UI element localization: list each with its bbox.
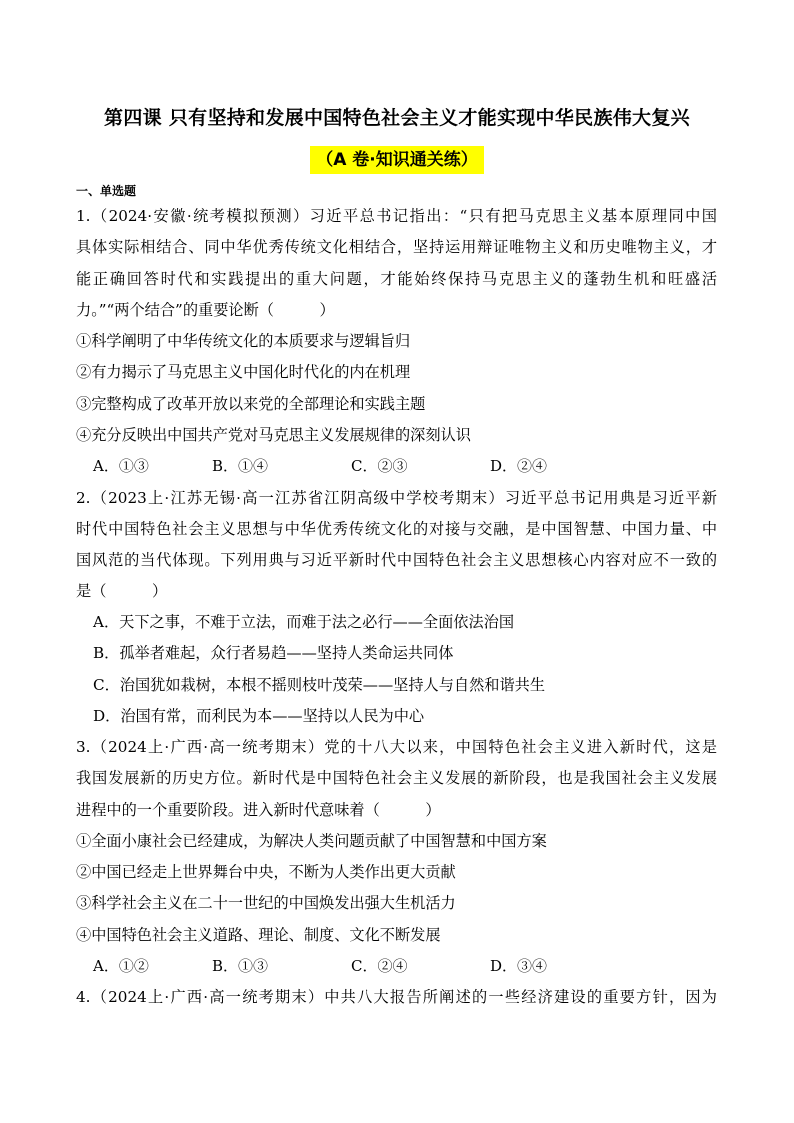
page-title: 第四课 只有坚持和发展中国特色社会主义才能实现中华民族伟大复兴	[104, 107, 690, 129]
q1-item-3: ③完整构成了改革开放以来党的全部理论和实践主题	[76, 395, 426, 413]
q1-item-2: ②有力揭示了马克思主义中国化时代化的内在机理	[76, 363, 411, 381]
q1-stem-line-1: 1.（2024·安徽·统考模拟预测）习近平总书记指出：“只有把马克思主义基本原理同中国	[76, 207, 717, 225]
q2-option-d[interactable]: D．治国有常，而利民为本——坚持以人民为中心	[93, 707, 425, 725]
q3-option-c[interactable]: C．②④	[351, 957, 408, 975]
q1-option-a[interactable]: A．①③	[93, 457, 149, 475]
q1-item-4: ④充分反映出中国共产党对马克思主义发展规律的深刻认识	[76, 426, 471, 444]
q3-option-b[interactable]: B．①③	[212, 957, 269, 975]
q1-option-c[interactable]: C．②③	[351, 457, 408, 475]
q2-stem-line-2: 时代中国特色社会主义思想与中华优秀传统文化的对接与交融，是中国智慧、中国力量、中	[76, 520, 717, 538]
section-heading: 一、单选题	[76, 184, 137, 198]
q1-stem-line-4: 力。”“两个结合”的重要论断（ ）	[76, 301, 335, 319]
q2-stem-line-4: 是（ ）	[76, 582, 168, 600]
q2-stem-line-3: 国风范的当代体现。下列用典与习近平新时代中国特色社会主义思想核心内容对应不一致的	[76, 551, 717, 569]
q3-item-1: ①全面小康社会已经建成，为解决人类问题贡献了中国智慧和中国方案	[76, 832, 547, 850]
q2-option-c[interactable]: C．治国犹如栽树，本根不摇则枝叶茂荣——坚持人与自然和谐共生	[93, 676, 546, 694]
q1-option-b[interactable]: B．①④	[212, 457, 269, 475]
q3-option-a[interactable]: A．①②	[93, 957, 149, 975]
q3-stem-line-3: 进程中的一个重要阶段。进入新时代意味着（ ）	[76, 801, 441, 819]
q1-option-d[interactable]: D．②④	[490, 457, 548, 475]
q3-item-2: ②中国已经走上世界舞台中央，不断为人类作出更大贡献	[76, 863, 456, 881]
q3-stem-line-1: 3.（2024上·广西·高一统考期末）党的十八大以来，中国特色社会主义进入新时代，这是	[76, 738, 717, 756]
q3-item-4: ④中国特色社会主义道路、理论、制度、文化不断发展	[76, 926, 441, 944]
page-subtitle: （A 卷·知识通关练）	[310, 146, 484, 174]
q3-option-d[interactable]: D．③④	[490, 957, 548, 975]
q2-option-b[interactable]: B．孤举者难起，众行者易趋——坚持人类命运共同体	[93, 644, 454, 662]
q1-item-1: ①科学阐明了中华传统文化的本质要求与逻辑旨归	[76, 332, 411, 350]
q2-option-a[interactable]: A．天下之事，不难于立法，而难于法之必行——全面依法治国	[93, 613, 515, 631]
q3-item-3: ③科学社会主义在二十一世纪的中国焕发出强大生机活力	[76, 894, 456, 912]
q4-stem-line-1: 4.（2024上·广西·高一统考期末）中共八大报告所阐述的一些经济建设的重要方针，因为	[76, 988, 717, 1006]
q3-stem-line-2: 我国发展新的历史方位。新时代是中国特色社会主义发展的新阶段，也是我国社会主义发展	[76, 769, 717, 787]
q1-stem-line-2: 具体实际相结合、同中华优秀传统文化相结合，坚持运用辩证唯物主义和历史唯物主义，才	[76, 238, 717, 256]
q1-stem-line-3: 能正确回答时代和实践提出的重大问题，才能始终保持马克思主义的蓬勃生机和旺盛活	[76, 270, 717, 288]
subtitle-wrap	[0, 146, 794, 174]
q2-stem-line-1: 2.（2023上·江苏无锡·高一江苏省江阴高级中学校考期末）习近平总书记用典是习近平新	[76, 489, 717, 507]
